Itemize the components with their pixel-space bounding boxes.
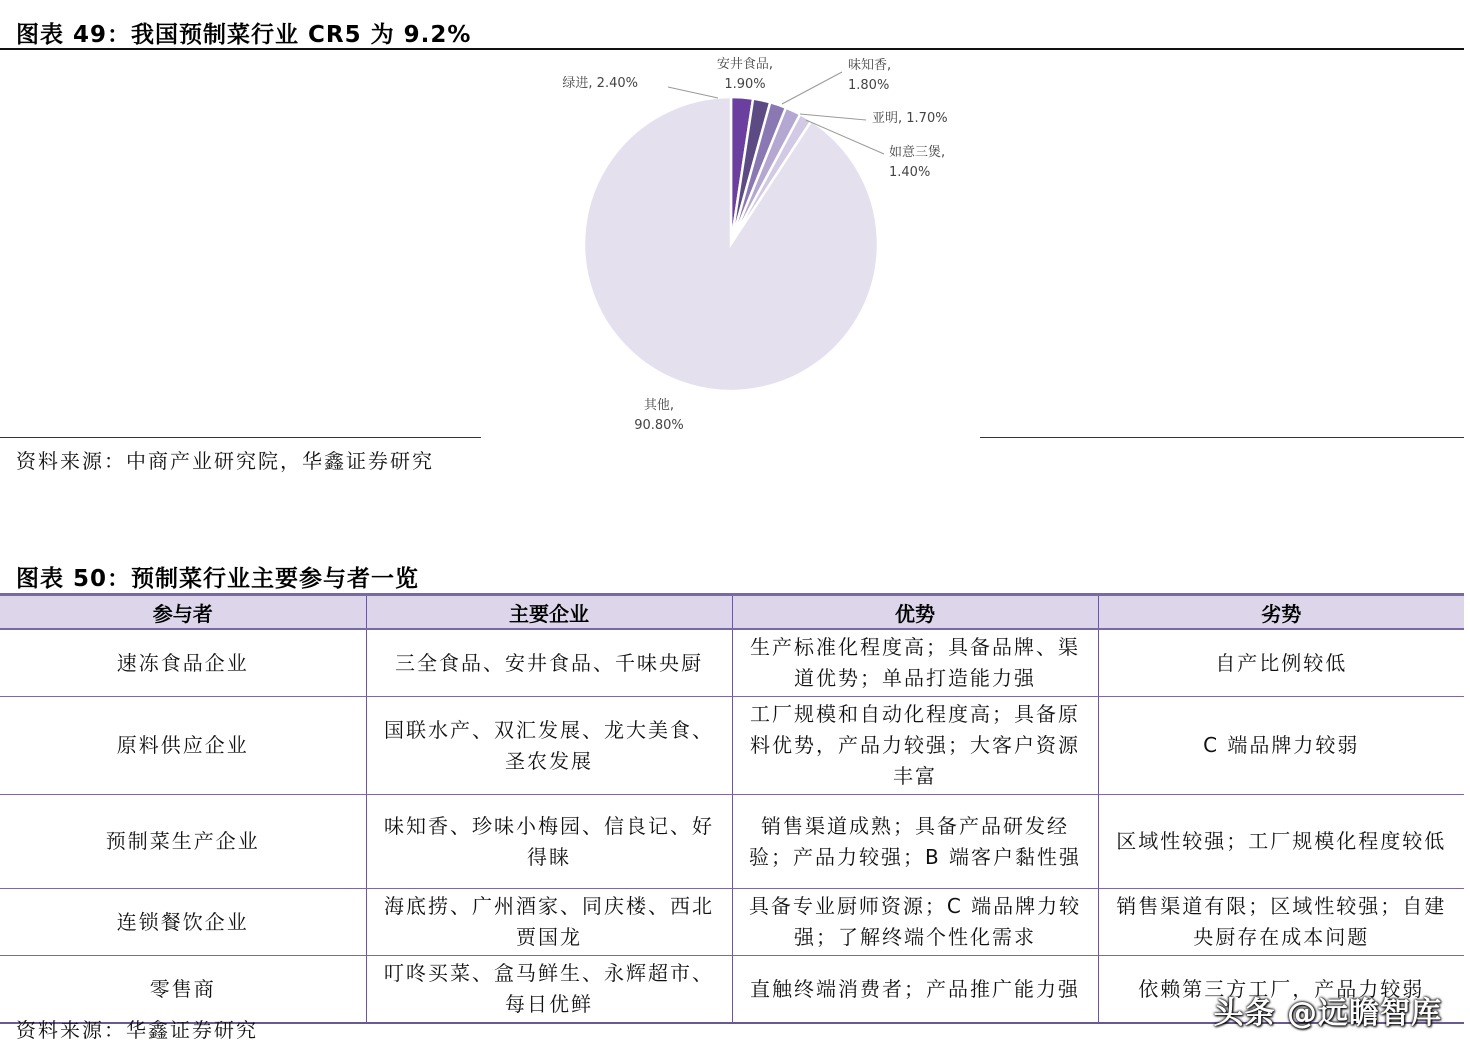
companies-cell: 三全食品、安井食品、千味央厨 <box>366 629 732 697</box>
disadvantages-cell: 自产比例较低 <box>1098 629 1464 697</box>
table-row <box>0 697 1464 795</box>
advantages-cell: 销售渠道成熟；具备产品研发经验；产品力较强；B 端客户黏性强 <box>732 795 1098 889</box>
figure-50-source: 资料来源：华鑫证券研究 <box>16 1018 258 1042</box>
pie-label-5: 如意三煲, 1.40% <box>889 145 946 180</box>
pie-label-3: 味知香, 1.80% <box>848 58 892 93</box>
disadvantages-cell: 依赖第三方工厂，产品力较弱 <box>1098 956 1464 1024</box>
advantages-cell: 具备专业厨师资源；C 端品牌力较强；了解终端个性化需求 <box>732 889 1098 956</box>
watermark-text: 头条 @远瞻智库 <box>1213 996 1442 1031</box>
figure-49-title: 图表 49：我国预制菜行业 CR5 为 9.2% <box>16 22 472 48</box>
advantages-cell: 工厂规模和自动化程度高；具备原料优势，产品力较强；大客户资源丰富 <box>732 697 1098 795</box>
table-row <box>0 629 1464 697</box>
pie-label-6: 其他, 90.80% <box>634 398 684 433</box>
chart-bottom-rule-right <box>980 437 1464 438</box>
figure-49-source: 资料来源：中商产业研究院，华鑫证券研究 <box>16 449 434 473</box>
pie-leader-line-3 <box>782 72 842 104</box>
participant-cell: 预制菜生产企业 <box>0 795 366 889</box>
participant-cell: 原料供应企业 <box>0 697 366 795</box>
market-share-pie-chart <box>0 52 1470 438</box>
header-advantages: 优势 <box>732 595 1098 630</box>
disadvantages-cell: 销售渠道有限；区域性较强；自建央厨存在成本问题 <box>1098 889 1464 956</box>
header-disadvantages: 劣势 <box>1098 595 1464 630</box>
table-row <box>0 889 1464 956</box>
pie-label-4: 亚明, 1.70% <box>872 111 948 126</box>
participant-cell: 连锁餐饮企业 <box>0 889 366 956</box>
disadvantages-cell: 区域性较强；工厂规模化程度较低 <box>1098 795 1464 889</box>
pie-leader-line-1 <box>668 87 718 98</box>
companies-cell: 味知香、珍味小梅园、信良记、好得睐 <box>366 795 732 889</box>
pie-label-1: 绿进, 2.40% <box>562 76 638 91</box>
pie-label-2: 安井食品, 1.90% <box>716 57 774 92</box>
advantages-cell: 生产标准化程度高；具备品牌、渠道优势；单品打造能力强 <box>732 629 1098 697</box>
header-participant: 参与者 <box>0 595 366 630</box>
companies-cell: 海底捞、广州酒家、同庆楼、西北贾国龙 <box>366 889 732 956</box>
advantages-cell: 直触终端消费者；产品推广能力强 <box>732 956 1098 1024</box>
pie-slice-6 <box>584 97 878 391</box>
disadvantages-cell: C 端品牌力较弱 <box>1098 697 1464 795</box>
figure-50-title: 图表 50：预制菜行业主要参与者一览 <box>16 566 420 592</box>
table-row <box>0 795 1464 889</box>
participant-cell: 零售商 <box>0 956 366 1024</box>
chart-bottom-rule-left <box>0 437 481 438</box>
title-rule-49 <box>0 48 1464 50</box>
table-header-row <box>0 595 1464 630</box>
header-main-companies: 主要企业 <box>366 595 732 630</box>
industry-players-table <box>0 593 1464 1024</box>
participant-cell: 速冻食品企业 <box>0 629 366 697</box>
companies-cell: 叮咚买菜、盒马鲜生、永辉超市、每日优鲜 <box>366 956 732 1024</box>
companies-cell: 国联水产、双汇发展、龙大美食、圣农发展 <box>366 697 732 795</box>
